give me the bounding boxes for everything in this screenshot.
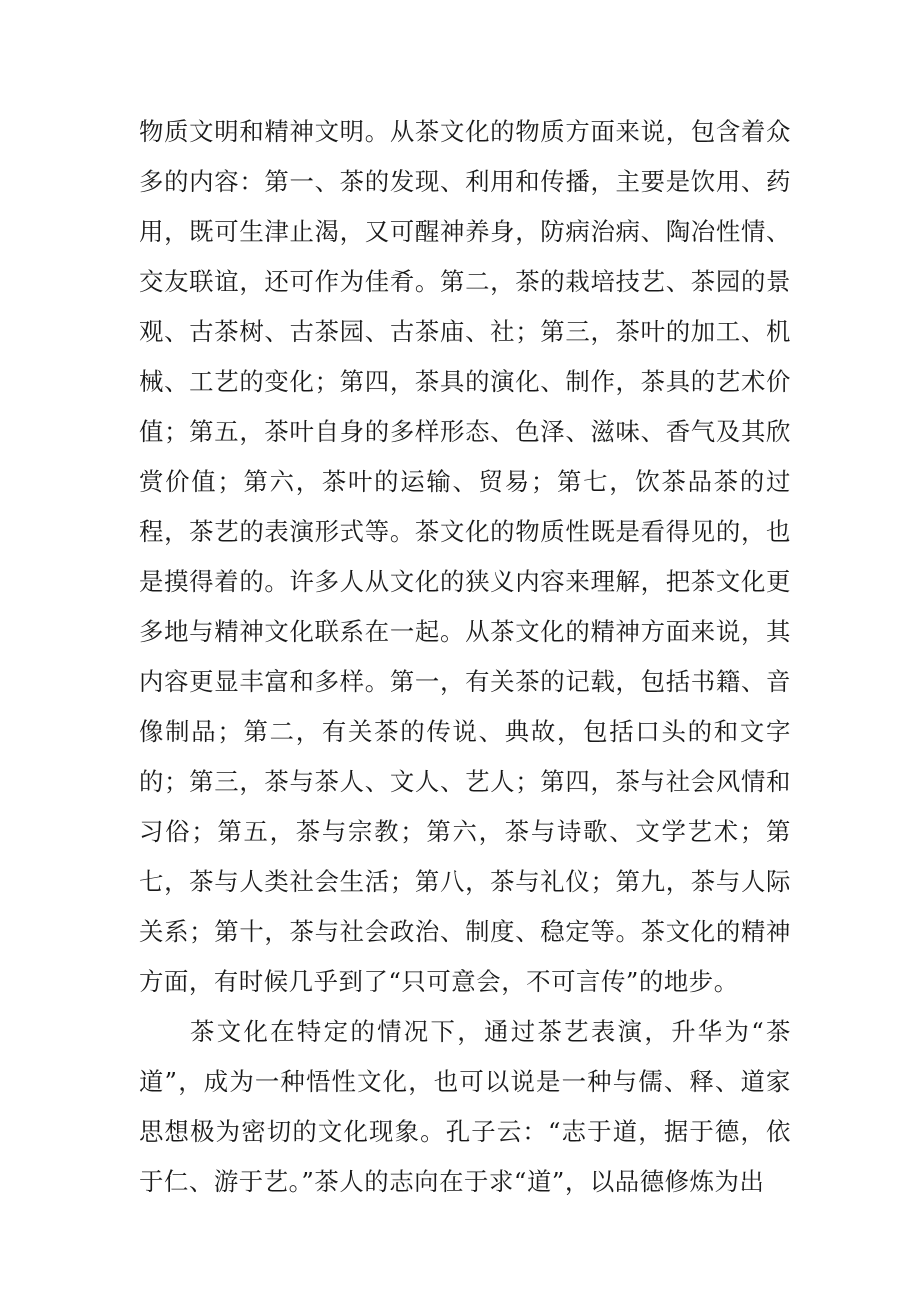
body-paragraph-2: 茶文化在特定的情况下，通过茶艺表演，升华为“茶道”，成为一种悟性文化，也可以说是一种与儒、释、道家思想极为密切的文化现象。孔子云：“志于道，据于德，依于仁、游于艺。”茶人的志向在于求“道”，以品德修炼为出 bbox=[139, 1017, 791, 1196]
document-body bbox=[139, 107, 791, 1207]
body-paragraph-1: 物质文明和精神文明。从茶文化的物质方面来说，包含着众多的内容：第一、茶的发现、利用和传播，主要是饮用、药用，既可生津止渴，又可醒神养身，防病治病、陶冶性情、交友联谊，还可作为佳肴。第二，茶的栽培技艺、茶园的景观、古茶树、古茶园、古茶庙、社；第三，茶叶的加工、机械、工艺的变化；第四，茶具的演化、制作，茶具的艺术价值；第五，茶叶自身的多样形态、色泽、滋味、香气及其欣赏价值；第六，茶叶的运输、贸易；第七，饮茶品茶的过程，茶艺的表演形式等。茶文化的物质性既是看得见的，也是摸得着的。许多人从文化的狭义内容来理解，把茶文化更多地与精神文化联系在一起。从茶文化的精神方面来说，其内容更显丰富和多样。第一，有关茶的记载，包括书籍、音像制品；第二，有关茶的传说、典故，包括口头的和文字的；第三，茶与茶人、文人、艺人；第四，茶与社会风情和习俗；第五，茶与宗教；第六，茶与诗歌、文学艺术；第七，茶与人类社会生活；第八，茶与礼仪；第九，茶与人际关系；第十，茶与社会政治、制度、稳定等。茶文化的精神方面，有时候几乎到了“只可意会，不可言传”的地步。 bbox=[139, 117, 791, 996]
